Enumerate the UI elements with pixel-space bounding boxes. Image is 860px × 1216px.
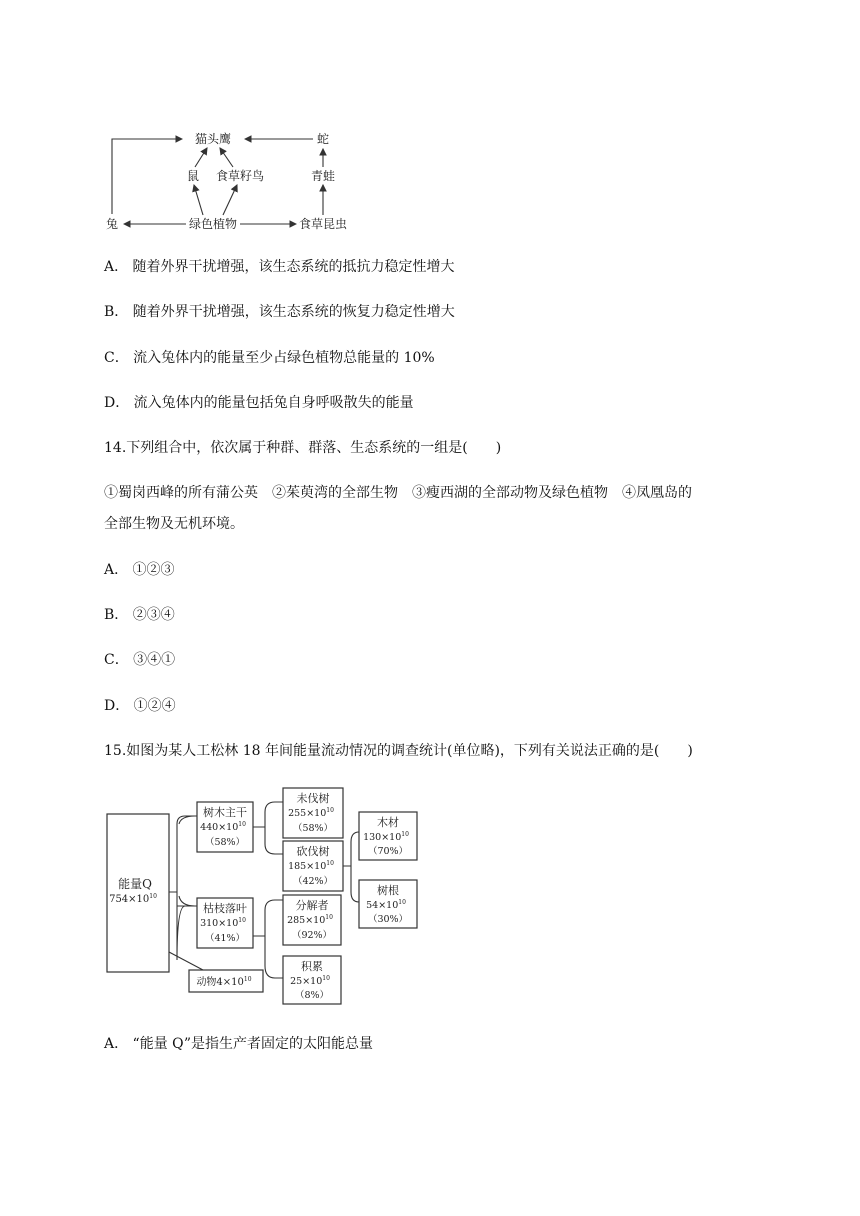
trunk-value: $440\times 10^{10}$ [200, 821, 246, 833]
q14-option-b: B． ②③④ [104, 607, 175, 623]
q13-option-c: C． 流入兔体内的能量至少占绿色植物总能量的 10% [104, 350, 435, 366]
energy-flow-diagram [105, 784, 425, 1010]
node-rabbit: 兔 [105, 217, 119, 231]
trunk-label: 树木主干 [203, 806, 247, 819]
wood-label: 木材 [377, 816, 399, 829]
uncut-label: 未伐树 [296, 792, 330, 805]
cut-label: 砍伐树 [296, 845, 330, 858]
q15-option-a: A． “能量 Q”是指生产者固定的太阳能总量 [104, 1036, 374, 1052]
arrow-plant-bird [223, 185, 237, 215]
node-snake: 蛇 [316, 132, 330, 146]
line-energy-animal [169, 952, 203, 970]
wood-value: $130\times 10^{10}$ [363, 831, 409, 843]
root-pct: （30%） [367, 914, 409, 925]
arrow-rabbit-owl [112, 139, 182, 214]
node-owl: 猫头鹰 [194, 132, 232, 146]
accumulation-value: $25\times 10^{10}$ [290, 975, 330, 987]
cut-value: $185\times 10^{10}$ [288, 860, 334, 872]
root-value: $54\times 10^{10}$ [366, 899, 406, 911]
q13-option-b: B． 随着外界干扰增强，该生态系统的恢复力稳定性增大 [104, 304, 455, 320]
uncut-pct: （58%） [292, 823, 334, 834]
q14-option-d: D． ①②④ [104, 698, 176, 714]
q13-option-d: D． 流入兔体内的能量包括兔自身呼吸散失的能量 [104, 395, 414, 411]
q14-items-line2: 全部生物及无机环境。 [104, 516, 244, 532]
food-web-diagram [100, 122, 360, 234]
energy-q-value: $754\times 10^{10}$ [109, 893, 157, 905]
q14-option-c: C． ③④① [104, 652, 176, 668]
litter-label: 枯枝落叶 [203, 902, 247, 915]
accumulation-pct: （8%） [294, 990, 330, 1001]
arrow-plant-mouse [194, 185, 203, 215]
node-insect: 食草昆虫 [298, 217, 348, 231]
brace-trunk [253, 802, 283, 854]
wood-pct: （70%） [367, 846, 409, 857]
node-bird: 食草籽鸟 [215, 169, 265, 183]
decomposer-value: $285\times 10^{10}$ [287, 914, 333, 926]
box-energy-q [107, 814, 169, 972]
arrow-mouse-owl [195, 148, 207, 167]
root-label: 树根 [377, 884, 399, 897]
node-mouse: 鼠 [186, 169, 200, 183]
accumulation-label: 积累 [301, 960, 323, 973]
brace-cut [343, 832, 359, 902]
q14-stem: 14.下列组合中，依次属于种群、群落、生态系统的一组是( ) [104, 440, 502, 456]
q14-option-a: A． ①②③ [104, 562, 175, 578]
brace-energy [169, 816, 197, 960]
q15-stem: 15.如图为某人工松林 18 年间能量流动情况的调查统计(单位略)，下列有关说法正确的是( ) [104, 743, 693, 759]
trunk-pct: （58%） [204, 837, 246, 848]
animal-label: 动物$4\times 10^{10}$ [196, 976, 252, 988]
uncut-value: $255\times 10^{10}$ [288, 807, 334, 819]
node-frog: 青蛙 [310, 169, 336, 183]
cut-pct: （42%） [292, 876, 334, 887]
energy-q-label: 能量Q [118, 877, 152, 891]
decomposer-label: 分解者 [295, 899, 329, 912]
q13-option-a: A． 随着外界干扰增强，该生态系统的抵抗力稳定性增大 [104, 259, 455, 275]
arrow-bird-owl [220, 148, 233, 167]
node-plant: 绿色植物 [188, 217, 238, 231]
q14-items-line1: ①蜀岗西峰的所有蒲公英 ②茱萸湾的全部生物 ③瘦西湖的全部动物及绿色植物 ④凤凰岛的 [104, 485, 692, 501]
litter-value: $310\times 10^{10}$ [200, 917, 246, 929]
brace-litter [253, 900, 283, 978]
decomposer-pct: （92%） [291, 930, 333, 941]
litter-pct: （41%） [204, 933, 246, 944]
